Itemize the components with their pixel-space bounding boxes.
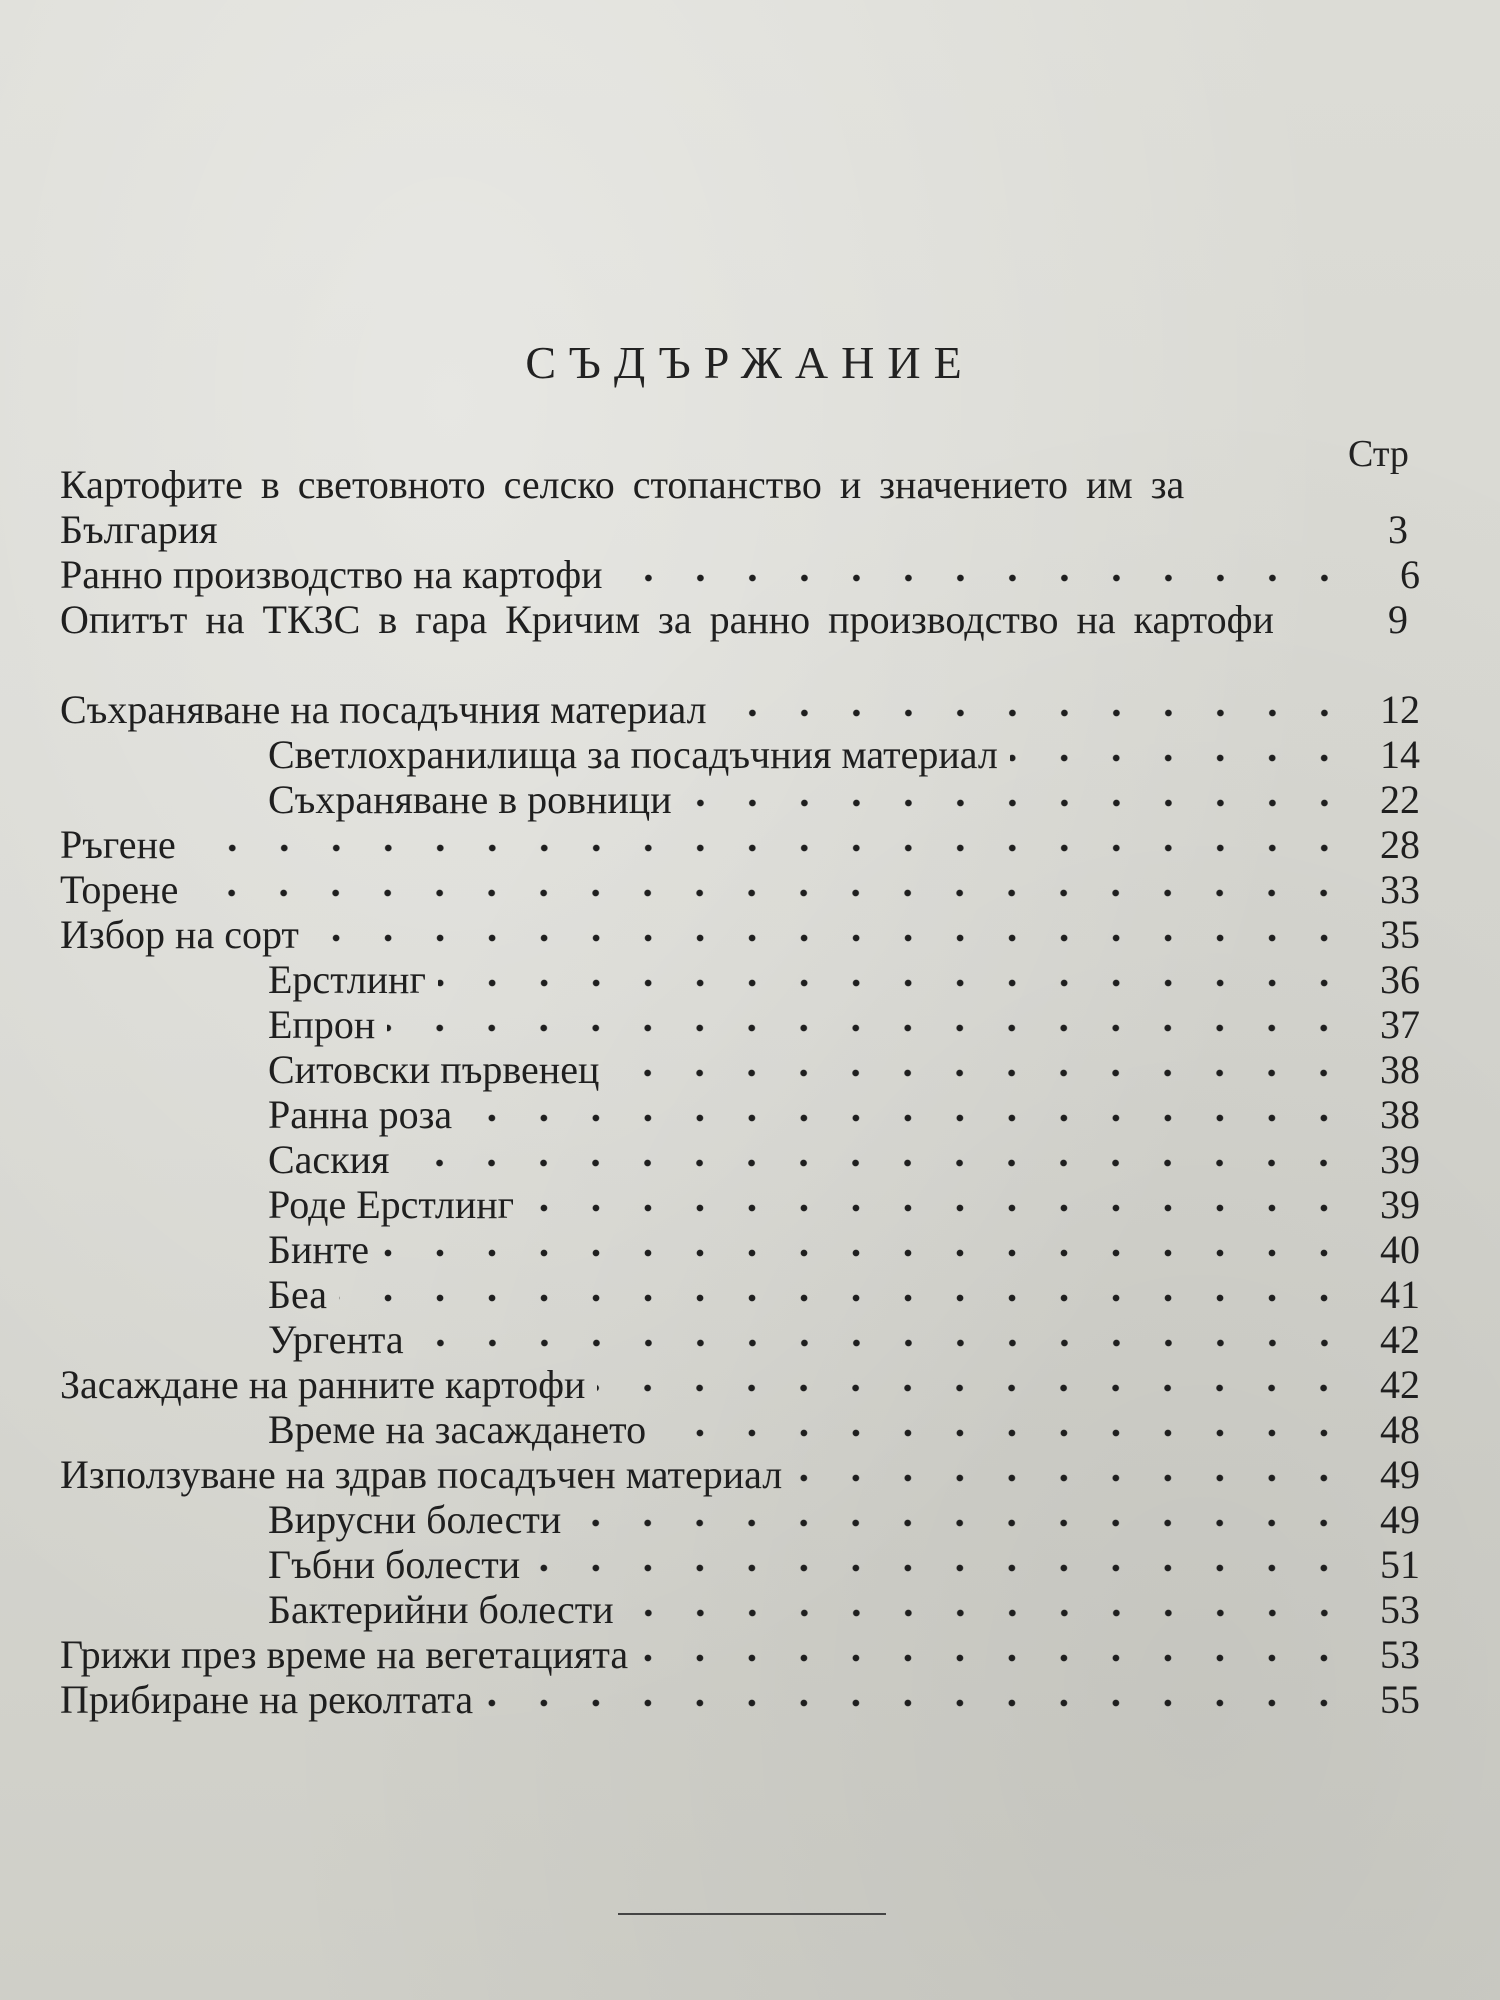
toc-entry-page: 3 xyxy=(1388,507,1408,552)
dot-leader xyxy=(464,1111,1350,1125)
dot-leader xyxy=(1010,751,1350,765)
dot-leader xyxy=(485,1696,1350,1710)
dot-leader xyxy=(684,796,1350,810)
toc-entry-title: Избор на сорт xyxy=(60,912,299,957)
toc-entry xyxy=(60,552,1420,597)
toc-entry xyxy=(60,1407,1420,1452)
dot-leader xyxy=(381,1246,1350,1260)
toc-entry-title: Прибиране на реколтата xyxy=(60,1677,474,1722)
dot-leader xyxy=(573,1516,1350,1530)
toc-entry-page: 49 xyxy=(1380,1497,1420,1542)
toc-entry-title: Грижи през време на вегетацията xyxy=(60,1632,629,1677)
toc-entry-page: 39 xyxy=(1380,1182,1420,1227)
toc-entry-page: 9 xyxy=(1388,597,1408,642)
toc-entry-title: Ръгене xyxy=(60,822,176,867)
toc-entry xyxy=(60,1047,1420,1092)
toc-entry-page: 12 xyxy=(1380,687,1420,732)
toc-entry-page: 53 xyxy=(1380,1587,1420,1632)
toc-entry-page: 22 xyxy=(1380,777,1420,822)
toc-entry xyxy=(60,1137,1420,1182)
toc-entry xyxy=(60,822,1420,867)
toc-entry-title: Бактерийни болести xyxy=(268,1587,614,1632)
toc-entry-page: 55 xyxy=(1380,1677,1420,1722)
toc-entry-page: 40 xyxy=(1380,1227,1420,1272)
toc-entry-title: Ранна роза xyxy=(268,1092,453,1137)
toc-entry xyxy=(60,1272,1420,1317)
toc-entry-page: 48 xyxy=(1380,1407,1420,1452)
toc-entry-page: 42 xyxy=(1380,1362,1420,1407)
toc-entry-title: Саския xyxy=(268,1137,390,1182)
page-column-header: Стр xyxy=(1348,433,1409,475)
toc-entry xyxy=(60,1587,1420,1632)
toc-entry-title: Ерстлинг xyxy=(268,957,426,1002)
dot-leader xyxy=(188,841,1350,855)
toc-entry-title: Опитът на ТКЗС в гара Кричим за ранно производство на картофи xyxy=(60,597,1274,642)
toc-entry-page: 49 xyxy=(1380,1452,1420,1497)
toc-entry-title: Картофите в световното селско стопанство и значението им за България xyxy=(60,462,1185,552)
toc-entry-page: 33 xyxy=(1380,867,1420,912)
toc-entry xyxy=(60,1452,1420,1497)
dot-leader xyxy=(615,571,1350,585)
page-title: СЪДЪРЖАНИЕ xyxy=(525,336,975,388)
dot-leader xyxy=(658,1426,1350,1440)
toc-entry-title: Роде Ерстлинг xyxy=(268,1182,515,1227)
dot-leader xyxy=(401,1156,1350,1170)
toc-entry xyxy=(60,1092,1420,1137)
dot-leader xyxy=(640,1651,1350,1665)
toc-entry-page: 41 xyxy=(1380,1272,1420,1317)
toc-entry-title: Епрон xyxy=(268,1002,376,1047)
bottom-rule xyxy=(618,1913,886,1915)
toc-entry-title: Гъбни болести xyxy=(268,1542,521,1587)
dot-leader xyxy=(611,1066,1350,1080)
toc-entry-title: Вирусни болести xyxy=(268,1497,562,1542)
toc-entry-title: Ситовски първенец xyxy=(268,1047,600,1092)
table-of-contents xyxy=(60,462,1420,1722)
toc-entry-page: 6 xyxy=(1400,552,1420,597)
toc-entry xyxy=(60,1002,1420,1047)
toc-entry-page: 36 xyxy=(1380,957,1420,1002)
toc-entry-page: 51 xyxy=(1380,1542,1420,1587)
toc-entry xyxy=(60,687,1420,732)
dot-leader xyxy=(190,886,1350,900)
dot-leader xyxy=(438,976,1350,990)
toc-entry xyxy=(60,1317,1420,1362)
toc-entry xyxy=(60,1227,1420,1272)
toc-entry xyxy=(60,1677,1420,1722)
toc-entry xyxy=(60,1542,1420,1587)
toc-entry-page: 39 xyxy=(1380,1137,1420,1182)
toc-entry xyxy=(60,912,1420,957)
toc-entry-title: Беа xyxy=(268,1272,327,1317)
toc-entry-page: 14 xyxy=(1380,732,1420,777)
dot-leader xyxy=(719,706,1350,720)
toc-entry-title: Ургента xyxy=(268,1317,404,1362)
toc-entry xyxy=(60,1362,1420,1407)
toc-entry-page: 53 xyxy=(1380,1632,1420,1677)
toc-entry-page: 38 xyxy=(1380,1047,1420,1092)
dot-leader xyxy=(311,931,1350,945)
toc-entry xyxy=(60,597,1420,687)
toc-entry-title: Торене xyxy=(60,867,179,912)
toc-entry-title: Време на засаждането xyxy=(268,1407,647,1452)
toc-entry-title: Ранно производство на картофи xyxy=(60,552,603,597)
toc-entry-title: Съхраняване на посадъчния материал xyxy=(60,687,707,732)
toc-entry-title: Засаждане на ранните картофи xyxy=(60,1362,586,1407)
toc-entry-title: Бинте xyxy=(268,1227,370,1272)
toc-entry-page: 42 xyxy=(1380,1317,1420,1362)
toc-entry xyxy=(60,1182,1420,1227)
toc-entry xyxy=(60,1632,1420,1677)
dot-leader xyxy=(387,1021,1350,1035)
dot-leader xyxy=(339,1291,1350,1305)
toc-entry-title: Използуване на здрав посадъчен материал xyxy=(60,1452,783,1497)
toc-entry-title: Светлохранилища за посадъчния материал xyxy=(268,732,998,777)
toc-entry xyxy=(60,957,1420,1002)
toc-entry xyxy=(60,867,1420,912)
dot-leader xyxy=(532,1561,1350,1575)
toc-entry xyxy=(60,462,1420,552)
toc-entry-title: Съхраняване в ровници xyxy=(268,777,672,822)
dot-leader xyxy=(526,1201,1350,1215)
toc-entry-page: 35 xyxy=(1380,912,1420,957)
dot-leader xyxy=(626,1606,1350,1620)
toc-entry-page: 37 xyxy=(1380,1002,1420,1047)
toc-entry xyxy=(60,1497,1420,1542)
toc-entry-page: 38 xyxy=(1380,1092,1420,1137)
dot-leader xyxy=(416,1336,1350,1350)
toc-entry xyxy=(60,732,1420,777)
toc-entry-page: 28 xyxy=(1380,822,1420,867)
dot-leader xyxy=(794,1471,1350,1485)
toc-entry xyxy=(60,777,1420,822)
dot-leader xyxy=(597,1381,1350,1395)
